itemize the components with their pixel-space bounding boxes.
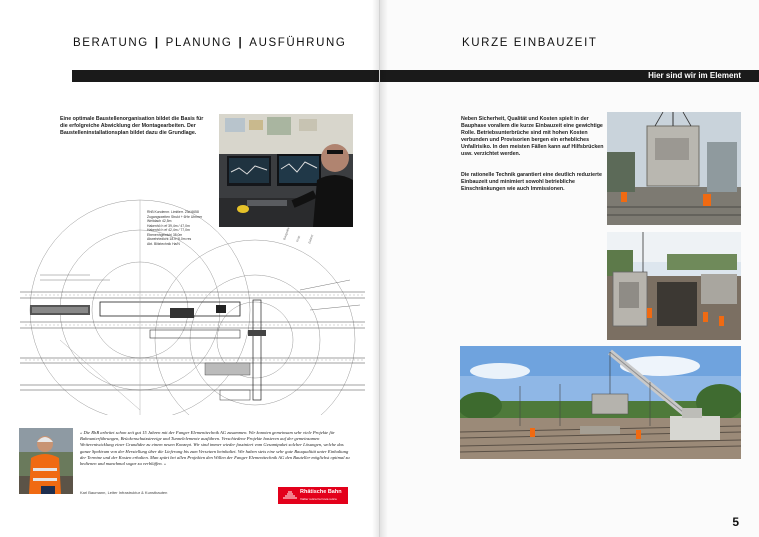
heading-separator: | [238, 37, 244, 49]
photo-excavation-pit [607, 232, 741, 340]
plan-spec-table [147, 210, 202, 246]
photo-precast-element-lifting [607, 112, 741, 225]
spec-line: RhB Kundennr. Limitierr. 23d 6658 [147, 210, 199, 214]
quote-caption: Karl Baumann, Leiter Infrastruktur & Kunstbauten [80, 490, 168, 495]
band-label: Hier sind wir im Element [648, 71, 741, 80]
spec-line: Zugangsweiten Strukt + 6He Uhrmer [147, 214, 203, 219]
spine-gutter [372, 0, 388, 537]
spec-line: Ebenenhgewichi 38,0m [147, 232, 183, 237]
intro-paragraph: Eine optimale Baustellenorganisation bildet die Basis für die erfolgreiche Abwicklung der Montagearbeiten. Der Baustelleninstallationsplan bildet dazu die Grundlage. [60, 116, 204, 137]
right-heading: KURZE EINBAUZEIT [462, 37, 598, 49]
svg-text:Zufahrt: Zufahrt [307, 234, 315, 245]
svg-text:Kran: Kran [295, 235, 302, 243]
spec-line: Weitdach 42,5m [147, 219, 172, 223]
paragraph-technique: Die rationelle Technik garantiert eine deutlich reduzierte Einbauzeit und minimiert sowohl betriebliche Einschränkungen wie auch Immissionen. [461, 172, 602, 193]
heading-beratung: BERATUNG [73, 37, 149, 49]
spec-line: Abt. Blitztechnik Ha/N [147, 241, 180, 246]
left-page [0, 0, 379, 537]
left-heading [73, 37, 346, 49]
heading-separator: | [154, 37, 160, 49]
svg-text:Baugrube: Baugrube [282, 226, 291, 241]
spec-line: Abwehrtedicht 18.0+8,0m res [147, 237, 192, 241]
photo-portrait-worker [19, 428, 73, 494]
spec-line: Hakenhö h ef 42,4m / 77,0m [147, 228, 190, 232]
heading-ausfuehrung: AUSFÜHRUNG [249, 37, 347, 49]
rhaetische-bahn-logo [278, 487, 348, 504]
page-number: 5 [732, 515, 739, 529]
photo-crane-on-track [460, 346, 741, 459]
spec-line: Hakenhö h ef 39,4m / 47,0m [147, 223, 190, 228]
black-band [72, 70, 379, 82]
rhb-emblem-icon [282, 490, 298, 500]
logo-tagline: Viafier retica Ferrovia retica [300, 497, 337, 501]
customer-quote: « Die RhB arbeitet schon seit gut 15 Jahren mit der Fanger Elementtechnik AG zusammen. Wir konnten gemeinsam sehr viele Projekte für Bahnunterführungen, Brückenschutzstreeige und Tunnelelemente ausführen. Verschiedene Projekte basieren auf der gemeinsamen Weiterentwicklung einer Grundidee zu einem neuen Konzept. Wir sind immer wieder fasziniert vom Gesamtpaket solcher Lösungen, welche das ganze Spektrum von der Herstellung über die Lieferung bis zum Versetzen beinhaltet. Wir haben stets eine sehr gute Bauqualität unter Einhaltung der Termine und der Kosten erhalten. Man spürt bei allen Projekten den Willen der Fanger Elementtechnik AG den Bauteller möglichst optimal zu bedienen und manchmal sogar zu verblüffen. » [80, 430, 350, 467]
paragraph-installation-time: Neben Sicherheit, Qualität und Kosten spielt in der Bauphase vorallem die kurze Einbauzeit eine gewichtige Rolle. Betriebsunterbrüche sind mit hohen Kosten verbunden und Provisorien bergen ein erhebliches Unfallrisiko. In den meisten Fällen kann auf Hilfsbrücken usw. verzichtet werden. [461, 116, 604, 158]
heading-planung: PLANUNG [165, 37, 233, 49]
right-page [380, 0, 759, 537]
logo-name: Rhätische Bahn [300, 489, 342, 495]
